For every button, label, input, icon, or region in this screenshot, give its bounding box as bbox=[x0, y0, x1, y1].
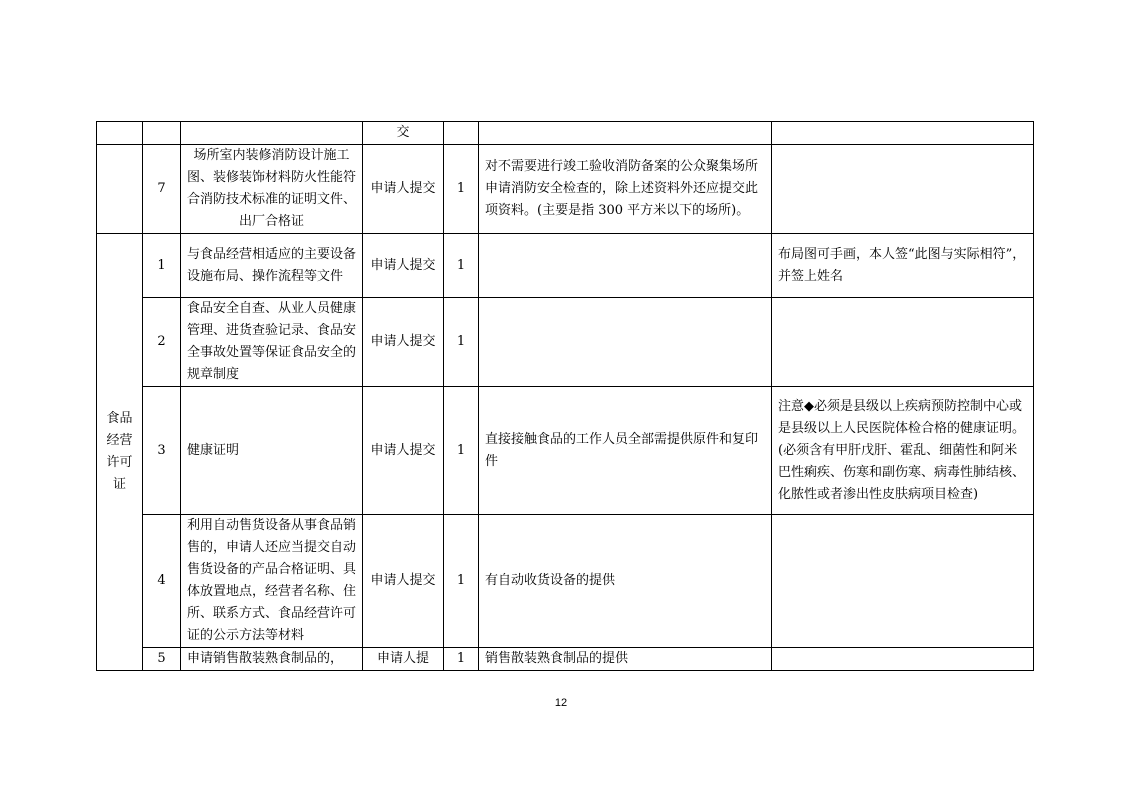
page-number: 12 bbox=[554, 697, 568, 709]
source-cell: 申请人提 bbox=[363, 648, 444, 671]
material-cell-empty bbox=[181, 122, 363, 145]
source-cell: 交 bbox=[363, 122, 444, 145]
remark-cell bbox=[772, 298, 1034, 387]
row-number: 1 bbox=[143, 234, 181, 298]
row-number: 3 bbox=[143, 387, 181, 515]
condition-cell bbox=[479, 234, 772, 298]
condition-cell bbox=[479, 298, 772, 387]
condition-cell-empty bbox=[479, 122, 772, 145]
table-row bbox=[97, 145, 1034, 234]
material-cell: 与食品经营相适应的主要设备设施布局、操作流程等文件 bbox=[181, 234, 363, 298]
remark-cell: 布局图可手画，本人签“此图与实际相符”，并签上姓名 bbox=[772, 234, 1034, 298]
continuation-row bbox=[97, 122, 1034, 145]
material-cell: 健康证明 bbox=[181, 387, 363, 515]
row-number: 5 bbox=[143, 648, 181, 671]
condition-cell: 直接接触食品的工作人员全部需提供原件和复印件 bbox=[479, 387, 772, 515]
count-cell: 1 bbox=[444, 515, 479, 648]
source-cell: 申请人提交 bbox=[363, 387, 444, 515]
material-cell: 食品安全自查、从业人员健康管理、进货查验记录、食品安全事故处置等保证食品安全的规章制度 bbox=[181, 298, 363, 387]
table-row bbox=[97, 298, 1034, 387]
count-cell: 1 bbox=[444, 387, 479, 515]
remark-cell bbox=[772, 145, 1034, 234]
category-label: 食品经营许可证 bbox=[106, 411, 133, 492]
category-cell bbox=[97, 234, 143, 671]
materials-table bbox=[96, 121, 1034, 671]
table-row bbox=[97, 387, 1034, 515]
category-cell-empty bbox=[97, 145, 143, 234]
material-cell: 场所室内装修消防设计施工图、装修装饰材料防火性能符合消防技术标准的证明文件、出厂合格证 bbox=[181, 145, 363, 234]
source-cell: 申请人提交 bbox=[363, 298, 444, 387]
condition-cell: 有自动收货设备的提供 bbox=[479, 515, 772, 648]
row-number: 4 bbox=[143, 515, 181, 648]
count-cell: 1 bbox=[444, 648, 479, 671]
count-cell: 1 bbox=[444, 234, 479, 298]
condition-cell: 对不需要进行竣工验收消防备案的公众聚集场所申请消防安全检查的，除上述资料外还应提交此项资料。(主要是指 300 平方米以下的场所)。 bbox=[479, 145, 772, 234]
row-number: 2 bbox=[143, 298, 181, 387]
table-row bbox=[97, 234, 1034, 298]
remark-cell bbox=[772, 515, 1034, 648]
material-cell: 申请销售散装熟食制品的， bbox=[181, 648, 363, 671]
category-cell-empty bbox=[97, 122, 143, 145]
condition-cell: 销售散装熟食制品的提供 bbox=[479, 648, 772, 671]
no-cell-empty bbox=[143, 122, 181, 145]
source-cell: 申请人提交 bbox=[363, 145, 444, 234]
source-cell: 申请人提交 bbox=[363, 234, 444, 298]
count-cell: 1 bbox=[444, 298, 479, 387]
material-cell: 利用自动售货设备从事食品销售的，申请人还应当提交自动售货设备的产品合格证明、具体放置地点，经营者名称、住所、联系方式、食品经营许可证的公示方法等材料 bbox=[181, 515, 363, 648]
source-cell: 申请人提交 bbox=[363, 515, 444, 648]
count-cell: 1 bbox=[444, 145, 479, 234]
remark-cell: 注意◆必须是县级以上疾病预防控制中心或是县级以上人民医院体检合格的健康证明。(必须含有甲肝戊肝、霍乱、细菌性和阿米巴性痢疾、伤寒和副伤寒、病毒性肺结核、化脓性或者渗出性皮肤病项目检查) bbox=[772, 387, 1034, 515]
table-row bbox=[97, 648, 1034, 671]
remark-cell-empty bbox=[772, 122, 1034, 145]
table-row bbox=[97, 515, 1034, 648]
row-number: 7 bbox=[143, 145, 181, 234]
remark-cell bbox=[772, 648, 1034, 671]
count-cell-empty bbox=[444, 122, 479, 145]
